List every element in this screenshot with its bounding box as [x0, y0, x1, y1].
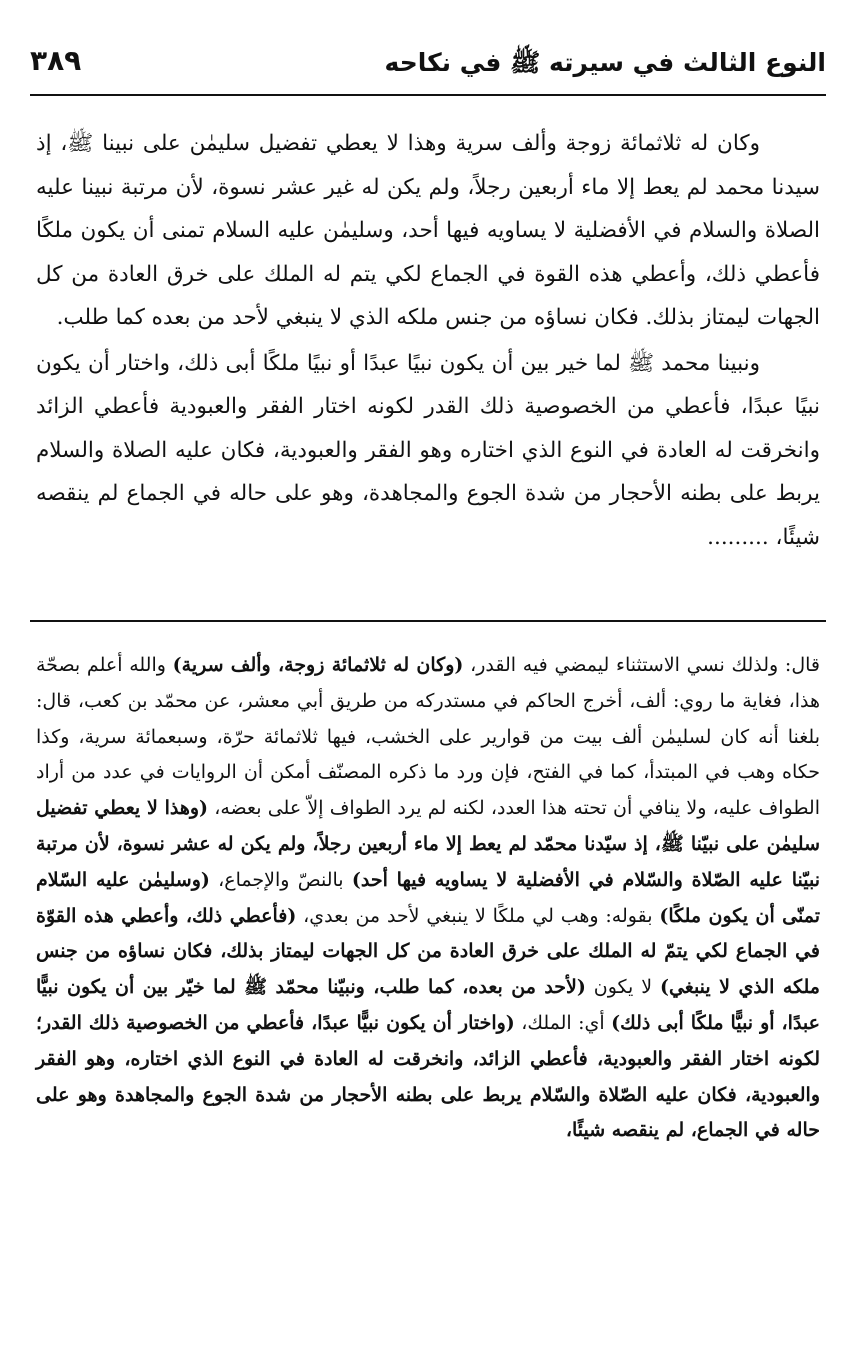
- commentary-paragraph: [36, 648, 820, 1149]
- quoted-text: (فأعطي ذلك، وأعطي هذه القوّة في الجماع لكي يتمّ له الملك على خرق العادة من كل الجهات ليمتاز بذلك، فكان نساؤه من جنس ملكه الذي لا ينبغي): [36, 904, 820, 999]
- quoted-text: (وهذا لا يعطي تفضيل سليمٰن على نبيّنا ﷺ، إذ سيّدنا محمّد لم يعط إلا ماء أربعين رجلاً، ولم يكن له عشر نسوة، لأن مرتبة نبيّنا عليه الصّلاة والسّلام في الأفضلية لا يساويه فيها أحد): [36, 797, 821, 891]
- commentary-segment: قال: ولذلك نسي الاستثناء ليمضي فيه القدر،: [463, 654, 820, 676]
- commentary-segment: لا يكون: [585, 976, 653, 999]
- header-rule: [30, 94, 826, 96]
- running-title: النوع الثالث في سيرته ﷺ في نكاحه: [384, 48, 826, 77]
- quoted-text: (لأحد من بعده، كما طلب، ونبيّنا محمّد ﷺ لما خيّر بين أن يكون نبيًّا عبدًا، أو نبيًّا ملكًا أبى ذلك): [36, 976, 821, 1034]
- commentary-segment: بالنصّ والإجماع،: [209, 868, 344, 891]
- quoted-text: فأعطي الزائد، وانخرقت له العادة في النوع الذي اختاره، وهو الفقر والعبودية، فكان عليه الصّلاة والسّلام يربط على بطنه الأحجار من شدة الجوع والمجاهدة وهو على حاله في الجماع، لم ينقصه شيئًا،: [36, 1047, 820, 1142]
- main-paragraph: [36, 342, 820, 560]
- page-number: ٣٨٩: [30, 44, 82, 77]
- commentary-segment: والله أعلم بصحّة هذا، فغاية ما روي: ألف، أخرج الحاكم في مستدركه من طريق أبي معشر، عن محمّد بن كعب، قال: بلغنا أنه كان لسليمٰن ألف بيت من قوارير على الخشب، فيها ثلاثمائة حرّة، وسبعمائة سرية، وكذا حكاه وهب في المبتدأ، كما في الفتح، فإن ورد ما ذكره المصنّف أمكن أن الروايات في عدد من أراد الطواف عليه، ولا ينافي أن تحته هذا العدد، لكنه لم يرد الطواف إلاّ على بعضه،: [36, 654, 820, 820]
- quoted-text: (وسليمٰن عليه السّلام تمنّى أن يكون ملكًا): [36, 868, 820, 927]
- main-paragraph-text: ونبينا محمد ﷺ لما خير بين أن يكون نبيًا عبدًا أو نبيًا ملكًا أبى ذلك، واختار أن يكون نبيًا عبدًا، فأعطي من الخصوصية ذلك القدر لكونه اختار الفقر والعبودية فأعطي الزائد وانخرقت له العادة في النوع الذي اختاره وهو الفقر والعبودية، فكان عليه الصلاة والسلام يربط على بطنه الأحجار من شدة الجوع والمجاهدة، وهو على حاله في الجماع لم ينقصه شيئًا،: [36, 350, 820, 550]
- main-paragraph: وكان له ثلاثمائة زوجة وألف سرية وهذا لا يعطي تفضيل سليمٰن على نبينا ﷺ، إذ سيدنا محمد لم يعط إلا ماء أربعين رجلاً، ولم يكن له غير عشر نسوة، لأن مرتبة نبينا عليه الصلاة والسلام في الأفضلية لا يساويه فيها أحد، وسليمٰن عليه السلام تمنى أن يكون ملكًا فأعطي ذلك، وأعطي هذه القوة في الجماع لكي يتم له الملك على خرق العادة من كل الجهات ليمتاز بذلك. فكان نساؤه من جنس ملكه الذي لا ينبغي لأحد من بعده كما طلب.: [36, 131, 820, 330]
- continuation-ellipsis: .........: [707, 524, 769, 550]
- commentary-segment: أي: الملك،: [514, 1011, 605, 1034]
- main-text: [36, 122, 820, 559]
- quoted-text: (وكان له ثلاثمائة زوجة، وألف سرية): [172, 654, 464, 676]
- footnote-rule: [30, 620, 826, 622]
- commentary-segment: بقوله: وهب لي ملكًا لا ينبغي لأحد من بعدي،: [296, 904, 653, 927]
- commentary: [36, 648, 820, 1149]
- page-header: [30, 40, 826, 90]
- quoted-text: (واختار أن يكون نبيًّا عبدًا، فأعطي من الخصوصية ذلك القدر؛: [36, 1011, 515, 1034]
- quoted-text: لكونه اختار الفقر والعبودية،: [587, 1047, 820, 1070]
